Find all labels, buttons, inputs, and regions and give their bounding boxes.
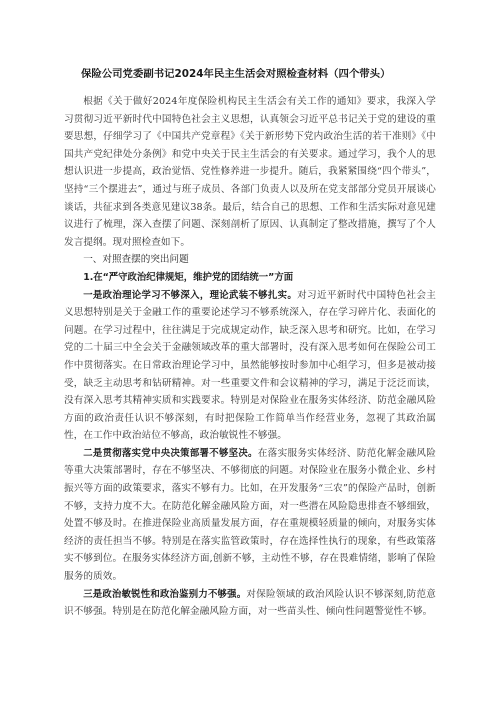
subsection-heading-text: 1.在“严守政治纪律规矩，维护党的团结统一”方面 <box>83 271 294 283</box>
intro-paragraph: 根据《关于做好2024年度保险机构民主生活会有关工作的通知》要求，我深入学习贯彻习近平新时代中国特色社会主义思想，认真领会习近平总书记关于党的建设的重要思想，仔细学习了《中国共产党章程》《关于新形势下党内政治生活的若干准则》《中国共产党纪律处分条例》和党中央关于民主生活会的有关要求。通过学习，我个人的思想认识进一步提高，政治觉悟、党性修养进一步提升。随后，我紧紧围绕“四个带头”，坚持“三个摆进去”，通过与班子成员、各部门负责人以及所在党支部部分党员开展谈心谈话，共征求到各类意见建议38条。最后，结合自己的思想、工作和生活实际对意见建议进行了梳理，深入查摆了问题、深刻剖析了原因、认真制定了整改措施，撰写了个人发言提纲。现对照检查如下。 <box>64 96 436 248</box>
point-paragraph-3 <box>64 586 436 621</box>
point-text-3: 对保险领域的政治风险认识不够深刻,防范意识不够强。特别是在防范化解金融风险方面，对一些苗头性、倾向性问题警觉性不够。 <box>64 588 436 618</box>
point-lead-3: 三是政治敏锐性和政治鉴别力不够强。 <box>83 588 247 600</box>
point-text-1: 对习近平新时代中国特色社会主义思想特别是关于金融工作的重要论述学习不够系统深入，存在学习碎片化、表面化的问题。在学习过程中，往往满足于完成规定动作，缺乏深入思考和研究。比如，在学习党的二十届三中全会关于金融领域改革的重大部署时，没有深入思考如何在保险公司工作中贯彻落实。在日常政治理论学习中，虽然能够按时参加中心组学习，但多是被动接受，缺乏主动思考和钻研精神。对一些重要文件和会议精神的学习，满足于泛泛而读，没有深入思考其精神实质和实践要求。特别是对保险业在服务实体经济、防范金融风险方面的政治责任认识不够深刻，有时把保险工作简单当作经营业务，忽视了其政治属性，在工作中政治站位不够高，政治敏锐性不够强。 <box>64 289 436 442</box>
point-paragraph-1 <box>64 287 436 445</box>
section-heading <box>64 251 436 269</box>
section-heading-text: 一、对照查摆的突出问题 <box>83 254 189 266</box>
subsection-heading <box>64 269 436 287</box>
point-paragraph-2 <box>64 445 436 586</box>
point-lead-1: 一是政治理论学习不够深入，理论武装不够扎实。 <box>83 289 298 301</box>
point-lead-2: 二是贯彻落实党中央决策部署不够坚决。 <box>83 447 258 459</box>
document-title: 保险公司党委副书记2024年民主生活会对照检查材料（四个带头） <box>81 68 391 80</box>
point-text-2: 在落实服务实体经济、防范化解金融风险等重大决策部署时，存在不够坚决、不够彻底的问题。对保险业在服务小微企业、乡村振兴等方面的政策要求，落实不够有力。比如，在开发服务“三农”的保险产品时，创新不够，支持力度不大。在防范化解金融风险方面，对一些潜在风险隐患排查不够细致，处置不够及时。在推进保险业高质量发展方面，存在重规模轻质量的倾向，对服务实体经济的责任担当不够。特别是在落实监管政策时，存在选择性执行的现象，有些政策落实不够到位。在服务实体经济方面,创新不够，主动性不够，存在畏难情绪，影响了保险服务的质效。 <box>64 447 436 583</box>
